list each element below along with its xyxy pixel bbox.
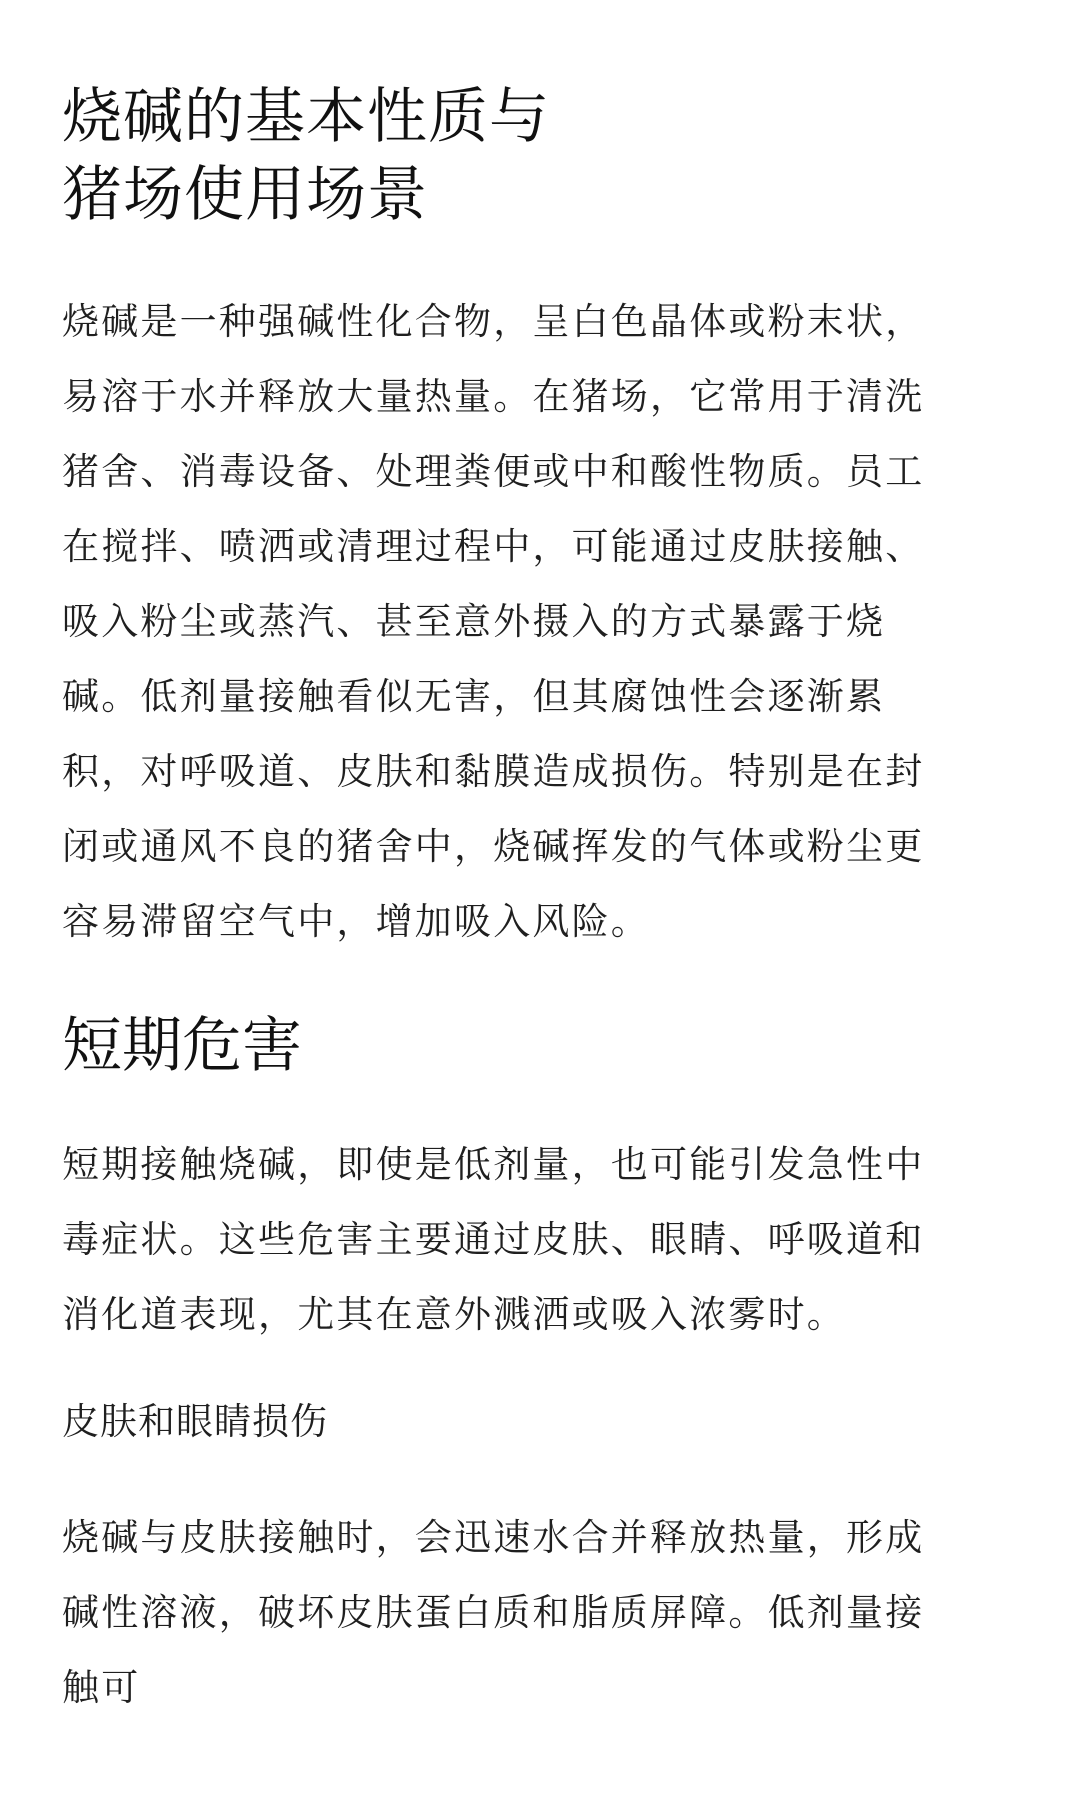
paragraph-line: 烧碱与皮肤接触时，会迅速水合并释放热量，形成 xyxy=(62,1516,925,1559)
paragraph-line: 短期接触烧碱，即使是低剂量，也可能引发急性中 xyxy=(62,1143,925,1186)
paragraph-line: 吸入粉尘或蒸汽、甚至意外摄入的方式暴露于烧 xyxy=(62,600,886,643)
paragraph-line: 容易滞留空气中，增加吸入风险。 xyxy=(62,900,650,943)
title-line: 猪场使用场景 xyxy=(62,160,428,230)
paragraph-line: 毒症状。这些危害主要通过皮肤、眼睛、呼吸道和 xyxy=(62,1218,925,1261)
paragraph-line: 在搅拌、喷洒或清理过程中，可能通过皮肤接触、 xyxy=(62,525,925,568)
subsection-paragraph xyxy=(62,1500,1020,1725)
paragraph-line: 烧碱是一种强碱性化合物，呈白色晶体或粉末状， xyxy=(62,300,925,343)
paragraph-line: 闭或通风不良的猪舍中，烧碱挥发的气体或粉尘更 xyxy=(62,825,925,868)
title-line: 烧碱的基本性质与 xyxy=(62,82,550,152)
section-title: 短期危害 xyxy=(62,1011,302,1081)
paragraph-line: 碱。低剂量接触看似无害，但其腐蚀性会逐渐累 xyxy=(62,675,886,718)
paragraph-line: 消化道表现，尤其在意外溅洒或吸入浓雾时。 xyxy=(62,1293,846,1336)
article-title xyxy=(62,78,1020,234)
paragraph-line: 触可 xyxy=(62,1666,141,1709)
subsection-title: 皮肤和眼睛损伤 xyxy=(62,1400,328,1443)
section-paragraph xyxy=(62,1127,1020,1352)
paragraph-line: 积，对呼吸道、皮肤和黏膜造成损伤。特别是在封 xyxy=(62,750,925,793)
paragraph-line: 碱性溶液，破坏皮肤蛋白质和脂质屏障。低剂量接 xyxy=(62,1591,925,1634)
paragraph-line: 易溶于水并释放大量热量。在猪场，它常用于清洗 xyxy=(62,375,925,418)
paragraph-line: 猪舍、消毒设备、处理粪便或中和酸性物质。员工 xyxy=(62,450,925,493)
intro-paragraph xyxy=(62,284,1020,959)
